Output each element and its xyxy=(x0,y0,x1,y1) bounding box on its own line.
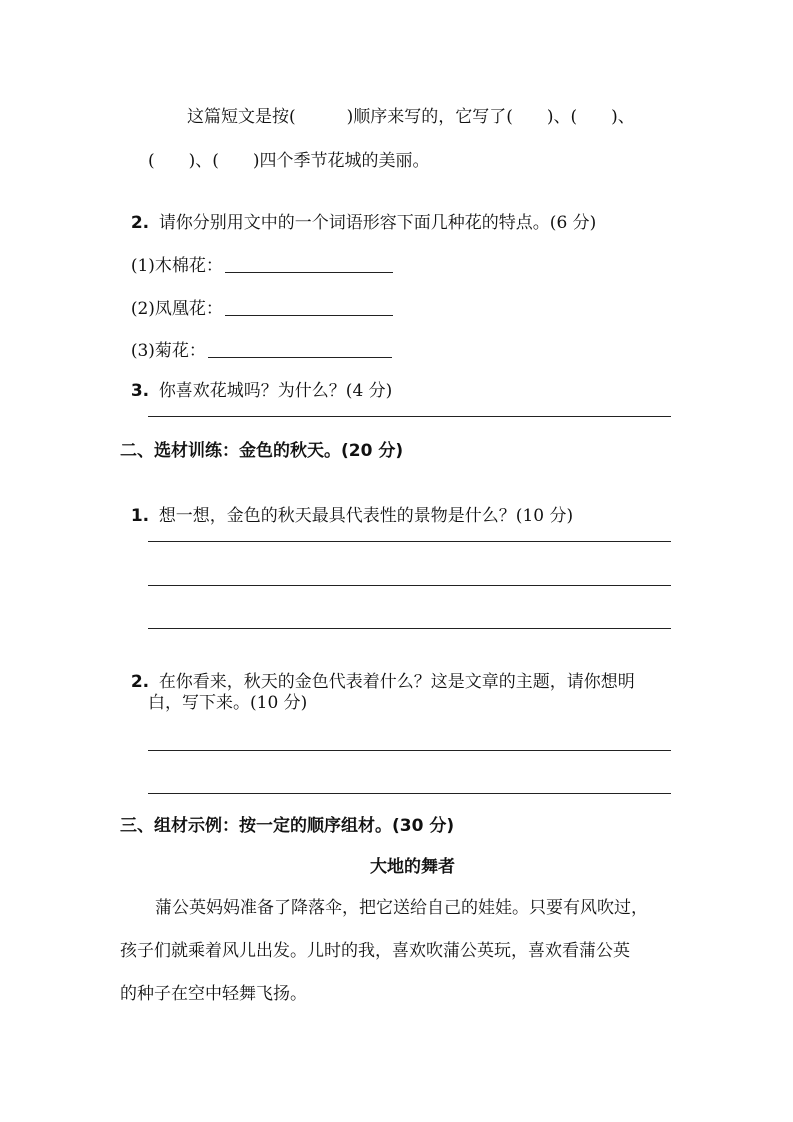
q3-question xyxy=(120,358,392,402)
q2-item-3-label: (3)菊花： xyxy=(130,341,206,361)
q1-line-1: 这篇短文是按( )顺序来写的，它写了( )、( )、 xyxy=(187,107,635,127)
q2-item-2-label: (2)凤凰花： xyxy=(130,299,223,319)
article-title: 大地的舞者 xyxy=(370,857,455,877)
q2-question xyxy=(120,190,596,234)
s2-q1-question xyxy=(120,483,573,527)
q2-text: 请你分别用文中的一个词语形容下面几种花的特点。(6 分) xyxy=(158,213,597,233)
s2-q2-question xyxy=(120,649,635,693)
q3-number: 3. xyxy=(130,381,150,401)
article-paragraph-line-3: 的种子在空中轻舞飞扬。 xyxy=(120,984,307,1004)
q2-item-3-blank[interactable] xyxy=(208,341,392,358)
q2-item-1-blank[interactable] xyxy=(225,256,393,273)
s2-q1-answer-line-1[interactable] xyxy=(148,541,671,542)
s2-q2-text-line-1: 在你看来，秋天的金色代表着什么？这是文章的主题，请你想明 xyxy=(158,672,635,692)
s2-q1-text: 想一想，金色的秋天最具代表性的景物是什么？(10 分) xyxy=(158,506,574,526)
s2-q2-text-line-2: 白，写下来。(10 分) xyxy=(148,693,308,713)
s2-q2-answer-line-1[interactable] xyxy=(148,750,671,751)
q2-item-3 xyxy=(120,318,392,362)
section3-title: 三、组材示例：按一定的顺序组材。(30 分) xyxy=(120,816,455,836)
section2-title: 二、选材训练：金色的秋天。(20 分) xyxy=(120,441,404,461)
s2-q1-answer-line-2[interactable] xyxy=(148,585,671,586)
q3-answer-line[interactable] xyxy=(148,416,671,417)
article-paragraph-line-1: 蒲公英妈妈准备了降落伞，把它送给自己的娃娃。只要有风吹过， xyxy=(155,898,648,918)
q1-line-2: ( )、( )四个季节花城的美丽。 xyxy=(148,151,430,171)
q3-text: 你喜欢花城吗？为什么？(4 分) xyxy=(158,381,393,401)
q2-item-1 xyxy=(120,233,393,277)
s2-q2-number: 2. xyxy=(130,672,150,692)
article-paragraph-line-2: 孩子们就乘着风儿出发。儿时的我，喜欢吹蒲公英玩，喜欢看蒲公英 xyxy=(120,941,630,961)
q2-number: 2. xyxy=(130,213,150,233)
q2-item-1-label: (1)木棉花： xyxy=(130,256,223,276)
s2-q2-answer-line-2[interactable] xyxy=(148,793,671,794)
s2-q1-number: 1. xyxy=(130,506,150,526)
q2-item-2 xyxy=(120,276,393,320)
q2-item-2-blank[interactable] xyxy=(225,299,393,316)
s2-q1-answer-line-3[interactable] xyxy=(148,628,671,629)
